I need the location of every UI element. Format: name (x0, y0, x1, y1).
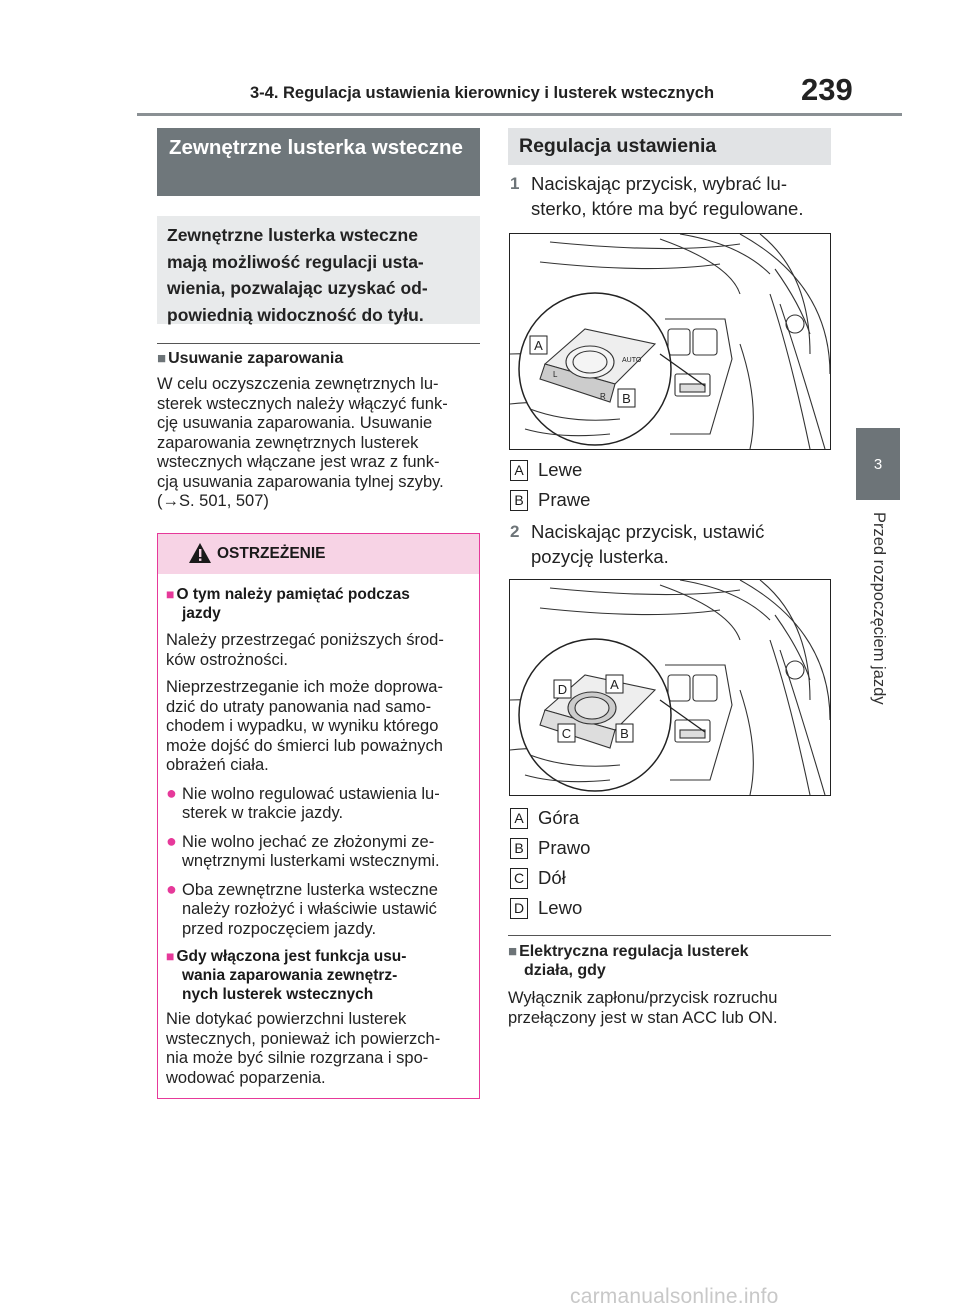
defog-text (157, 375, 487, 512)
step-1: 1 Naciskając przycisk, wybrać lu- sterko, które ma być regulowane. (510, 173, 804, 219)
callout-c: C (561, 726, 572, 741)
step-number: 1 (510, 174, 520, 193)
round-bullet-icon: ● (166, 782, 177, 803)
step-2: 2 Naciskając przycisk, ustawić pozycję lusterka. (510, 521, 765, 567)
warning-title: OSTRZEŻENIE (217, 545, 326, 562)
text-line: cją usuwania zaparowania tylnej szyby. (157, 472, 444, 491)
text-line: W celu oczyszczenia zewnętrznych lu- (157, 375, 439, 393)
warning-content (166, 585, 476, 1088)
square-bullet-icon: ■ (157, 350, 167, 367)
callout-b: B (622, 391, 631, 406)
callout-a: A (534, 338, 543, 353)
mirror-select-illustration (510, 234, 830, 449)
square-bullet-icon: ■ (166, 948, 175, 964)
square-bullet-icon: ■ (508, 943, 518, 960)
warning-bullet: ● Oba zewnętrzne lusterka wsteczne należy rozłożyć i właściwie ustawić przed rozpoczęciem jazdy. (166, 878, 438, 938)
power-text: Wyłącznik zapłonu/przycisk rozruchu przełączony jest w stan ACC lub ON. (508, 989, 778, 1027)
divider (157, 343, 480, 344)
page-reference-link[interactable]: (→S. 501, 507) (157, 492, 269, 510)
divider (508, 935, 831, 936)
power-heading: ■ Elektryczna regulacja lusterek działa, gdy (508, 943, 749, 979)
running-header: 3-4. Regulacja ustawienia kierownicy i lusterek wstecznych (250, 84, 715, 102)
chapter-tab (856, 428, 900, 500)
step-number: 2 (510, 522, 520, 541)
round-bullet-icon: ● (166, 830, 177, 851)
text-line: cję usuwania zaparowania. Usuwanie (157, 414, 433, 432)
text-line: wstecznych włączane jest wraz z funk- (157, 453, 440, 471)
fig2-label-d: D Lewo (510, 897, 582, 919)
text-line: zaparowania zewnętrznych lusterek (157, 433, 419, 452)
figure-mirror-adjust (509, 579, 831, 796)
text-line: sterek wstecznych należy włączyć funk- (157, 394, 448, 413)
callout-d: D (557, 682, 568, 697)
chapter-title: Przed rozpoczęciem jazdy (870, 512, 888, 705)
square-bullet-icon: ■ (166, 586, 175, 602)
mirror-adjust-illustration (510, 580, 830, 795)
section-title-adjustment: Regulacja ustawienia (508, 128, 831, 165)
fig1-label-a: A Lewe (510, 459, 582, 481)
intro-line: wienia, pozwalając uzyskać od- (167, 278, 428, 298)
warning-bullet: ● Nie wolno regulować ustawienia lu- sterek w trakcie jazdy. (166, 782, 440, 822)
fig2-label-a: A Góra (510, 807, 579, 829)
intro-line: mają możliwość regulacji usta- (167, 251, 424, 272)
warning-intro: Należy przestrzegać poniższych środ- ków ostrożności. (166, 631, 444, 669)
intro-line: powiednią widoczność do tyłu. (167, 304, 424, 325)
round-bullet-icon: ● (166, 878, 177, 899)
fig1-label-b: B Prawe (510, 489, 590, 511)
warning-header (158, 534, 479, 574)
watermark: carmanualsonline.info (570, 1285, 779, 1308)
page-number: 239 (801, 72, 853, 107)
callout-b: B (620, 726, 629, 741)
defog-heading: ■ Usuwanie zaparowania (157, 350, 344, 367)
intro-box (157, 216, 480, 324)
intro-line: Zewnętrzne lusterka wsteczne (167, 225, 418, 245)
warning-triangle-icon (188, 542, 212, 564)
warning-subheading-defog: ■ Gdy włączona jest funkcja usu- wania zaparowania zewnętrz- nych lusterek wstecznych (166, 948, 407, 1003)
callout-a: A (610, 677, 619, 692)
header-rule (137, 113, 902, 116)
section-title-mirrors: Zewnętrzne lusterka wsteczne (157, 128, 480, 196)
switch-text-r: R (600, 392, 606, 401)
fig2-label-b: B Prawo (510, 837, 590, 859)
chapter-number: 3 (873, 455, 883, 473)
switch-text-l: L (553, 370, 558, 379)
fig2-label-c: C Dół (510, 867, 566, 889)
warning-bullet: ● Nie wolno jechać ze złożonymi ze- wnętrznymi lusterkami wstecznymi. (166, 830, 440, 870)
warning-subheading-driving: ■ O tym należy pamiętać podczas jazdy (166, 586, 410, 622)
switch-text-auto: AUTO (622, 357, 642, 364)
warning-consequence: Nieprzestrzeganie ich może doprowa- dzić do utraty panowania nad samo- chodem i wypadku, w wyniku którego może dojść do śmierci lub poważnych obrażeń ciała. (166, 678, 443, 774)
figure-mirror-select (509, 233, 831, 450)
warning-defog-text: Nie dotykać powierzchni lusterek wstecznych, ponieważ ich powierzch- nia może być silnie rozgrzana i spo- wodować poparzenia. (166, 1010, 441, 1087)
